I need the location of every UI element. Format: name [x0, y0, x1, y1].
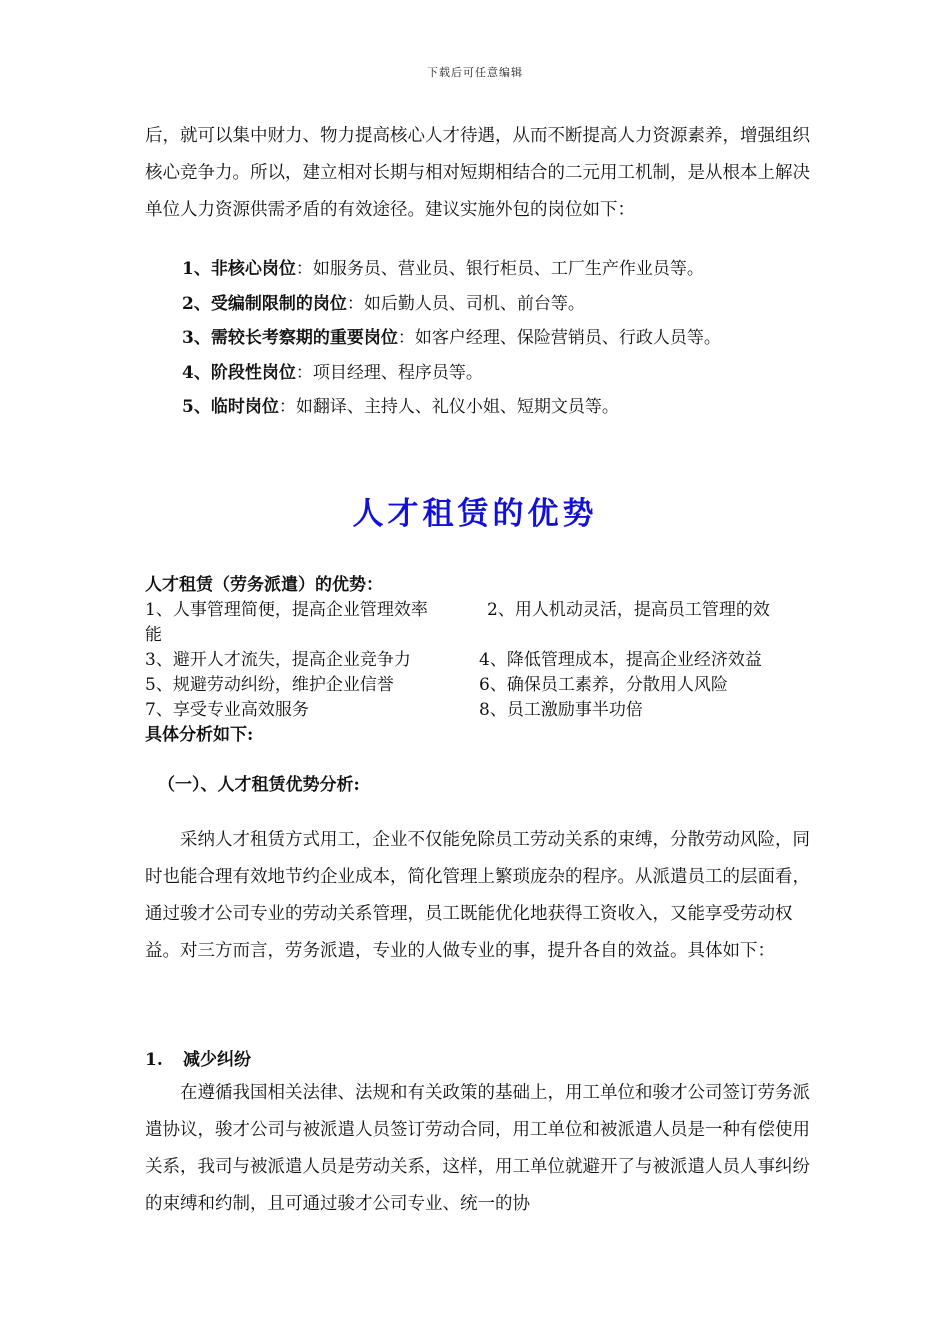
- advantage-item: 2、用人机动灵活，提高员工管理的效: [487, 600, 770, 620]
- advantage-item: 8、员工激励事半功倍: [479, 700, 643, 720]
- page-header-note: 下载后可任意编辑: [427, 66, 523, 79]
- position-label: 4、阶段性岗位: [182, 362, 296, 383]
- position-text: ：如翻译、主持人、礼仪小姐、短期文员等。: [278, 397, 619, 417]
- advantage-item: 4、降低管理成本，提高企业经济效益: [479, 650, 762, 670]
- advantage-item: 3、避开人才流失，提高企业竞争力: [145, 650, 411, 670]
- position-label: 1、非核心岗位: [182, 259, 296, 279]
- advantages-row: [145, 623, 825, 648]
- list-item: [182, 287, 822, 322]
- outsourcing-position-list: [182, 252, 822, 425]
- point-number: 1.: [145, 1050, 163, 1070]
- page-title: 人才租赁的优势: [352, 496, 598, 532]
- advantage-item: 5、规避劳动纠纷，维护企业信誉: [145, 675, 394, 695]
- advantages-list: [145, 598, 825, 748]
- advantages-heading: 人才租赁（劳务派遣）的优势：: [145, 575, 383, 595]
- list-item: [182, 321, 822, 356]
- point-title: 减少纠纷: [183, 1050, 251, 1070]
- position-text: ：如后勤人员、司机、前台等。: [346, 293, 585, 314]
- advantage-item: 1、人事管理简便，提高企业管理效率: [145, 600, 428, 620]
- point-paragraph: 在遵循我国相关法律、法规和有关政策的基础上，用工单位和骏才公司签订劳务派遣协议，骏才公司与被派遣人员签订劳动合同，用工单位和被派遣人员是一种有偿使用关系，我司与被派遣人员是劳动关系，这样，用工单位就避开了与被派遣人员人事纠纷的束缚和约制，且可通过骏才公司专业、统一的协: [145, 1083, 810, 1214]
- position-label: 3、需较长考察期的重要岗位: [182, 328, 398, 348]
- advantage-item: 6、确保员工素养，分散用人风险: [479, 675, 728, 695]
- point-heading: [145, 1045, 251, 1070]
- list-item: [182, 252, 822, 287]
- list-item: [182, 356, 822, 391]
- position-text: ：项目经理、程序员等。: [295, 362, 483, 383]
- position-text: ：如客户经理、保险营销员、行政人员等。: [397, 328, 721, 348]
- position-text: ：如服务员、营业员、银行柜员、工厂生产作业员等。: [295, 259, 704, 279]
- advantage-item-continued: 能: [145, 625, 162, 645]
- advantages-row: [145, 648, 825, 673]
- section-heading: （一）、人才租赁优势分析:: [158, 775, 360, 795]
- advantages-row: [145, 698, 825, 723]
- advantages-row: [145, 598, 825, 623]
- section-paragraph: 采纳人才租赁方式用工，企业不仅能免除员工劳动关系的束缚，分散劳动风险，同时也能合理有效地节约企业成本，简化管理上繁琐庞杂的程序。从派遣员工的层面看，通过骏才公司专业的劳动关系管理，员工既能优化地获得工资收入，又能享受劳动权益。对三方而言，劳务派遣，专业的人做专业的事，提升各自的效益。具体如下：: [145, 830, 810, 961]
- intro-paragraph: 后，就可以集中财力、物力提高核心人才待遇，从而不断提高人力资源素养，增强组织核心竞争力。所以，建立相对长期与相对短期相结合的二元用工机制，是从根本上解决单位人力资源供需矛盾的有效途径。建议实施外包的岗位如下：: [145, 126, 810, 220]
- analysis-heading: 具体分析如下:: [145, 725, 254, 745]
- advantage-item: 7、享受专业高效服务: [145, 700, 309, 720]
- list-item: [182, 390, 822, 425]
- advantages-row: [145, 673, 825, 698]
- position-label: 2、受编制限制的岗位: [182, 293, 347, 314]
- position-label: 5、临时岗位: [182, 397, 279, 417]
